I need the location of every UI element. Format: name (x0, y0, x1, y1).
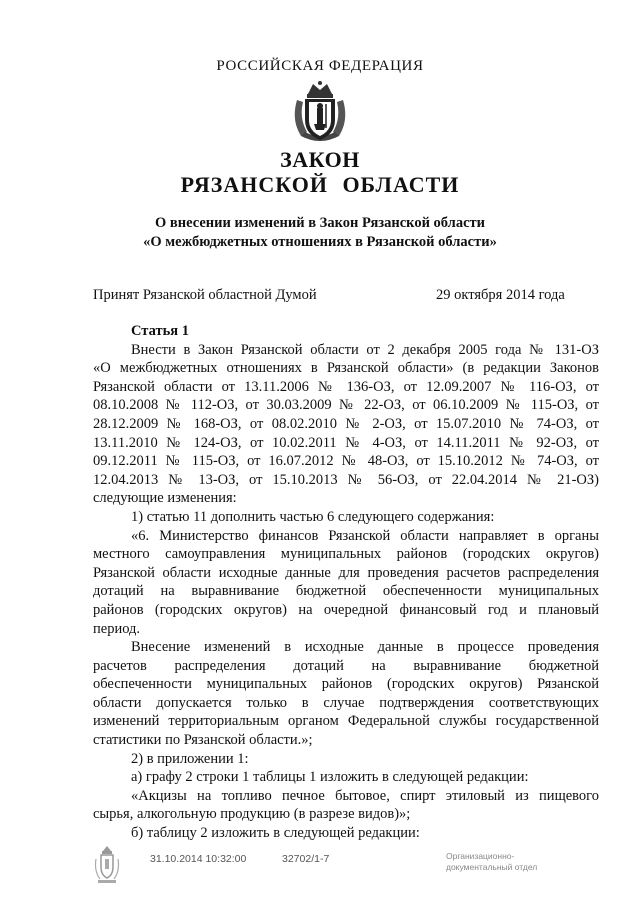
text-line: 12.04.2013 № 13-ОЗ, от 15.10.2013 № 56-ОЗ, от 22.04.2014 № 21-ОЗ) (93, 471, 599, 488)
footer-org-line-2: документальный отдел (446, 862, 538, 872)
text-line: 13.11.2010 № 124-ОЗ, от 10.02.2011 № 4-ОЗ, от 14.11.2011 № 92-ОЗ, от (93, 434, 599, 451)
text-line: следующие изменения: (93, 490, 237, 507)
region-title: РЯЗАНСКОЙ ОБЛАСТИ (180, 172, 460, 197)
law-subject-line-1: О внесении изменений в Закон Рязанской области (155, 215, 485, 231)
text-line: дотаций на выравнивание бюджетной обеспеченности муниципальных (93, 583, 599, 600)
text-line: статистики по Рязанской области.»; (93, 732, 313, 749)
text-line: районов (городских округов) на очередной финансовый год и плановый (93, 601, 599, 618)
stamp-icon (92, 845, 122, 885)
text-line: Внесение изменений в исходные данные в процессе проведения (131, 639, 599, 656)
ryazan-coat-of-arms-icon (289, 80, 351, 144)
adoption-date: 29 октября 2014 года (436, 287, 565, 303)
text-line: области допускается только в случае подтверждения соответствующих (93, 694, 599, 711)
adopted-by: Принят Рязанской областной Думой (93, 287, 317, 303)
article-heading: Статья 1 (131, 323, 189, 339)
text-line: сырья, алкогольную продукцию (в разрезе видов)»; (93, 806, 411, 823)
text-line: «Акцизы на топливо печное бытовое, спирт этиловый из пищевого (131, 787, 599, 804)
text-line: изменений территориальным органом Федеральной службы государственной (93, 713, 599, 730)
text-line: 2) в приложении 1: (131, 750, 249, 767)
text-line: 28.12.2009 № 168-ОЗ, от 08.02.2010 № 2-ОЗ, от 15.07.2010 № 74-ОЗ, от (93, 415, 599, 432)
text-line: «6. Министерство финансов Рязанской области направляет в органы (131, 527, 599, 544)
text-line: 1) статью 11 дополнить частью 6 следующего содержания: (131, 508, 495, 525)
text-line: 08.10.2008 № 112-ОЗ, от 30.03.2009 № 22-ОЗ, от 06.10.2009 № 115-ОЗ, от (93, 397, 599, 414)
text-line: период. (93, 620, 141, 637)
text-line: Рязанской области от 13.11.2006 № 136-ОЗ, от 12.09.2007 № 116-ОЗ, от (93, 378, 599, 395)
law-subject-line-2: «О межбюджетных отношениях в Рязанской области» (143, 234, 497, 250)
footer-org-stamp (446, 851, 537, 873)
text-line: Внести в Закон Рязанской области от 2 декабря 2005 года № 131-ОЗ (131, 341, 599, 358)
article-body (93, 322, 599, 843)
text-line: б) таблицу 2 изложить в следующей редакции: (131, 825, 420, 842)
text-line: «О межбюджетных отношениях в Рязанской области» (в редакции Законов (93, 360, 599, 377)
text-line: Рязанской области исходные данные для проведения расчетов распределения (93, 564, 599, 581)
footer-datetime: 31.10.2014 10:32:00 (150, 853, 247, 865)
text-line: расчетов распределения дотаций на выравнивание бюджетной (93, 657, 599, 674)
footer-doc-number: 32702/1-7 (282, 853, 330, 865)
text-line: 09.12.2011 № 115-ОЗ, от 16.07.2012 № 48-ОЗ, от 15.10.2012 № 74-ОЗ, от (93, 453, 599, 470)
country-heading: РОССИЙСКАЯ ФЕДЕРАЦИЯ (216, 58, 424, 74)
footer-org-line-1: Организационно- (446, 851, 515, 861)
text-line: обеспеченности муниципальных районов (городских округов) Рязанской (93, 676, 599, 693)
text-line: а) графу 2 строки 1 таблицы 1 изложить в следующей редакции: (131, 769, 529, 786)
text-line: местного самоуправления муниципальных районов (городских округов) (93, 546, 599, 563)
law-title: ЗАКОН (280, 147, 360, 172)
